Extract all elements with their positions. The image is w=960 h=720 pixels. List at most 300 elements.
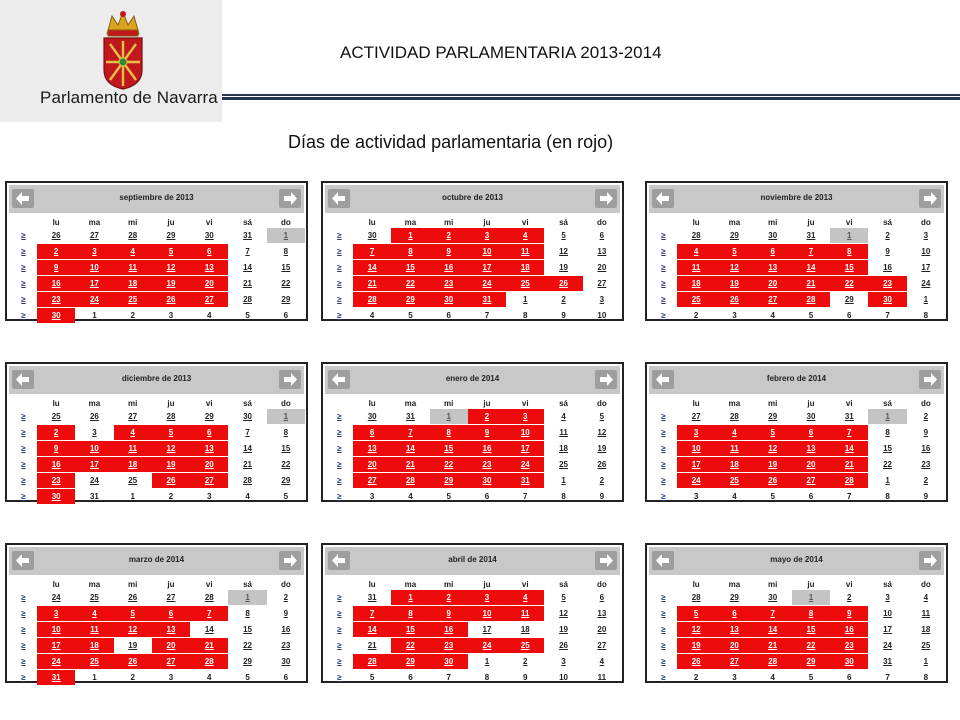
activity-day[interactable]: 10 [75, 441, 113, 457]
activity-day[interactable]: 26 [754, 473, 792, 489]
previous-month-button[interactable] [652, 189, 674, 208]
activity-day[interactable]: 14 [353, 622, 391, 638]
select-week-link[interactable]: ≥ [326, 622, 353, 638]
activity-day[interactable]: 23 [37, 292, 75, 308]
calendar-day[interactable]: 31 [228, 228, 266, 244]
calendar-day[interactable]: 26 [544, 638, 582, 654]
activity-day[interactable]: 16 [37, 457, 75, 473]
activity-day[interactable]: 7 [353, 606, 391, 622]
calendar-day[interactable]: 5 [391, 308, 429, 324]
calendar-day[interactable]: 2 [267, 590, 305, 606]
previous-month-button[interactable] [652, 551, 674, 570]
activity-day[interactable]: 28 [353, 292, 391, 308]
activity-day[interactable]: 14 [353, 260, 391, 276]
calendar-day[interactable]: 2 [114, 308, 152, 324]
calendar-day[interactable]: 6 [792, 489, 830, 505]
activity-day[interactable]: 7 [353, 244, 391, 260]
select-week-link[interactable]: ≥ [326, 638, 353, 654]
activity-day[interactable]: 9 [37, 441, 75, 457]
previous-month-button[interactable] [328, 189, 350, 208]
select-week-link[interactable]: ≥ [326, 276, 353, 292]
calendar-day[interactable]: 22 [267, 457, 305, 473]
activity-day[interactable]: 22 [830, 276, 868, 292]
activity-day[interactable]: 20 [715, 638, 753, 654]
calendar-day[interactable]: 30 [228, 409, 266, 425]
calendar-day[interactable]: 19 [114, 638, 152, 654]
activity-day[interactable]: 26 [152, 473, 190, 489]
activity-day[interactable]: 28 [792, 292, 830, 308]
activity-day[interactable]: 21 [792, 276, 830, 292]
calendar-day[interactable]: 3 [190, 489, 228, 505]
today-day[interactable]: 1 [267, 409, 305, 425]
activity-day[interactable]: 11 [114, 260, 152, 276]
calendar-day[interactable]: 24 [75, 473, 113, 489]
activity-day[interactable]: 27 [715, 654, 753, 670]
calendar-day[interactable]: 8 [868, 425, 906, 441]
activity-day[interactable]: 21 [353, 276, 391, 292]
activity-day[interactable]: 16 [430, 260, 468, 276]
calendar-day[interactable]: 26 [75, 409, 113, 425]
calendar-day[interactable]: 3 [544, 654, 582, 670]
calendar-day[interactable]: 20 [583, 260, 621, 276]
select-week-link[interactable]: ≥ [10, 457, 37, 473]
calendar-day[interactable]: 6 [830, 670, 868, 686]
calendar-day[interactable]: 7 [228, 244, 266, 260]
activity-day[interactable]: 13 [190, 260, 228, 276]
calendar-day[interactable]: 15 [868, 441, 906, 457]
calendar-day[interactable]: 14 [228, 260, 266, 276]
calendar-day[interactable]: 2 [868, 228, 906, 244]
activity-day[interactable]: 24 [37, 654, 75, 670]
activity-day[interactable]: 28 [830, 473, 868, 489]
calendar-day[interactable]: 9 [868, 244, 906, 260]
calendar-day[interactable]: 6 [830, 308, 868, 324]
activity-day[interactable]: 9 [830, 606, 868, 622]
calendar-day[interactable]: 9 [544, 308, 582, 324]
activity-day[interactable]: 3 [468, 228, 506, 244]
activity-day[interactable]: 9 [468, 425, 506, 441]
activity-day[interactable]: 29 [391, 654, 429, 670]
calendar-day[interactable]: 21 [353, 638, 391, 654]
calendar-day[interactable]: 29 [267, 473, 305, 489]
calendar-day[interactable]: 18 [544, 441, 582, 457]
calendar-day[interactable]: 26 [114, 590, 152, 606]
select-week-link[interactable]: ≥ [650, 276, 677, 292]
activity-day[interactable]: 13 [152, 622, 190, 638]
calendar-day[interactable]: 3 [583, 292, 621, 308]
previous-month-button[interactable] [328, 551, 350, 570]
select-week-link[interactable]: ≥ [10, 409, 37, 425]
calendar-day[interactable]: 8 [468, 670, 506, 686]
activity-day[interactable]: 6 [190, 425, 228, 441]
calendar-day[interactable]: 13 [583, 244, 621, 260]
activity-day[interactable]: 28 [190, 654, 228, 670]
calendar-day[interactable]: 23 [267, 638, 305, 654]
activity-day[interactable]: 23 [830, 638, 868, 654]
calendar-day[interactable]: 1 [907, 292, 945, 308]
calendar-day[interactable]: 13 [583, 606, 621, 622]
activity-day[interactable]: 12 [152, 260, 190, 276]
activity-day[interactable]: 5 [114, 606, 152, 622]
select-week-link[interactable]: ≥ [650, 489, 677, 505]
activity-day[interactable]: 18 [114, 457, 152, 473]
calendar-day[interactable]: 2 [544, 292, 582, 308]
calendar-day[interactable]: 1 [868, 473, 906, 489]
select-week-link[interactable]: ≥ [326, 441, 353, 457]
activity-day[interactable]: 25 [677, 292, 715, 308]
next-month-button[interactable] [919, 370, 941, 389]
calendar-day[interactable]: 5 [544, 228, 582, 244]
activity-day[interactable]: 4 [75, 606, 113, 622]
calendar-day[interactable]: 5 [228, 670, 266, 686]
activity-day[interactable]: 30 [468, 473, 506, 489]
calendar-day[interactable]: 6 [583, 228, 621, 244]
activity-day[interactable]: 6 [152, 606, 190, 622]
activity-day[interactable]: 27 [152, 654, 190, 670]
activity-day[interactable]: 7 [754, 606, 792, 622]
calendar-day[interactable]: 29 [715, 228, 753, 244]
calendar-day[interactable]: 29 [228, 654, 266, 670]
activity-day[interactable]: 30 [37, 308, 75, 324]
calendar-day[interactable]: 9 [506, 670, 544, 686]
calendar-day[interactable]: 31 [868, 654, 906, 670]
activity-day[interactable]: 3 [506, 409, 544, 425]
activity-day[interactable]: 25 [506, 276, 544, 292]
activity-day[interactable]: 24 [468, 638, 506, 654]
calendar-day[interactable]: 27 [114, 409, 152, 425]
activity-day[interactable]: 3 [677, 425, 715, 441]
activity-day[interactable]: 16 [830, 622, 868, 638]
activity-day[interactable]: 24 [506, 457, 544, 473]
activity-day[interactable]: 12 [715, 260, 753, 276]
activity-day[interactable]: 7 [792, 244, 830, 260]
calendar-day[interactable]: 25 [75, 590, 113, 606]
activity-day[interactable]: 23 [468, 457, 506, 473]
activity-day[interactable]: 6 [792, 425, 830, 441]
activity-day[interactable]: 20 [353, 457, 391, 473]
activity-day[interactable]: 23 [430, 638, 468, 654]
activity-day[interactable]: 14 [830, 441, 868, 457]
activity-day[interactable]: 24 [75, 292, 113, 308]
calendar-day[interactable]: 30 [353, 228, 391, 244]
today-day[interactable]: 1 [228, 590, 266, 606]
activity-day[interactable]: 10 [677, 441, 715, 457]
calendar-day[interactable]: 15 [228, 622, 266, 638]
activity-day[interactable]: 29 [391, 292, 429, 308]
activity-day[interactable]: 13 [754, 260, 792, 276]
activity-day[interactable]: 12 [754, 441, 792, 457]
activity-day[interactable]: 2 [430, 228, 468, 244]
calendar-day[interactable]: 28 [114, 228, 152, 244]
activity-day[interactable]: 2 [37, 425, 75, 441]
activity-day[interactable]: 17 [75, 276, 113, 292]
calendar-day[interactable]: 9 [907, 425, 945, 441]
select-week-link[interactable]: ≥ [326, 489, 353, 505]
calendar-day[interactable]: 9 [907, 489, 945, 505]
calendar-day[interactable]: 27 [583, 276, 621, 292]
select-week-link[interactable]: ≥ [326, 606, 353, 622]
activity-day[interactable]: 15 [391, 260, 429, 276]
activity-day[interactable]: 22 [792, 638, 830, 654]
previous-month-button[interactable] [12, 370, 34, 389]
select-week-link[interactable]: ≥ [326, 244, 353, 260]
calendar-day[interactable]: 11 [583, 670, 621, 686]
calendar-day[interactable]: 4 [190, 670, 228, 686]
calendar-day[interactable]: 1 [114, 489, 152, 505]
activity-day[interactable]: 11 [114, 441, 152, 457]
select-week-link[interactable]: ≥ [10, 441, 37, 457]
activity-day[interactable]: 14 [792, 260, 830, 276]
select-week-link[interactable]: ≥ [10, 308, 37, 324]
activity-day[interactable]: 25 [114, 292, 152, 308]
activity-day[interactable]: 17 [506, 441, 544, 457]
calendar-day[interactable]: 12 [544, 606, 582, 622]
activity-day[interactable]: 16 [468, 441, 506, 457]
calendar-day[interactable]: 8 [228, 606, 266, 622]
activity-day[interactable]: 23 [37, 473, 75, 489]
calendar-day[interactable]: 31 [391, 409, 429, 425]
calendar-day[interactable]: 6 [391, 670, 429, 686]
calendar-day[interactable]: 2 [506, 654, 544, 670]
calendar-day[interactable]: 2 [583, 473, 621, 489]
activity-day[interactable]: 22 [391, 638, 429, 654]
calendar-day[interactable]: 14 [228, 441, 266, 457]
activity-day[interactable]: 15 [391, 622, 429, 638]
activity-day[interactable]: 3 [37, 606, 75, 622]
today-day[interactable]: 1 [830, 228, 868, 244]
activity-day[interactable]: 11 [715, 441, 753, 457]
activity-day[interactable]: 27 [754, 292, 792, 308]
activity-day[interactable]: 7 [391, 425, 429, 441]
activity-day[interactable]: 30 [830, 654, 868, 670]
calendar-day[interactable]: 16 [267, 622, 305, 638]
select-week-link[interactable]: ≥ [10, 425, 37, 441]
activity-day[interactable]: 24 [677, 473, 715, 489]
calendar-day[interactable]: 1 [75, 308, 113, 324]
calendar-day[interactable]: 30 [267, 654, 305, 670]
select-week-link[interactable]: ≥ [650, 308, 677, 324]
activity-day[interactable]: 12 [114, 622, 152, 638]
activity-day[interactable]: 8 [391, 606, 429, 622]
calendar-day[interactable]: 30 [353, 409, 391, 425]
select-week-link[interactable]: ≥ [326, 670, 353, 686]
select-week-link[interactable]: ≥ [326, 292, 353, 308]
activity-day[interactable]: 2 [430, 590, 468, 606]
calendar-day[interactable]: 4 [391, 489, 429, 505]
calendar-day[interactable]: 27 [152, 590, 190, 606]
select-week-link[interactable]: ≥ [650, 590, 677, 606]
activity-day[interactable]: 27 [353, 473, 391, 489]
select-week-link[interactable]: ≥ [10, 638, 37, 654]
calendar-day[interactable]: 23 [907, 457, 945, 473]
calendar-day[interactable]: 5 [228, 308, 266, 324]
calendar-day[interactable]: 7 [868, 308, 906, 324]
activity-day[interactable]: 20 [190, 276, 228, 292]
calendar-day[interactable]: 11 [544, 425, 582, 441]
activity-day[interactable]: 2 [468, 409, 506, 425]
select-week-link[interactable]: ≥ [326, 409, 353, 425]
calendar-day[interactable]: 11 [907, 606, 945, 622]
activity-day[interactable]: 20 [190, 457, 228, 473]
today-day[interactable]: 1 [267, 228, 305, 244]
activity-day[interactable]: 17 [37, 638, 75, 654]
calendar-day[interactable]: 1 [468, 654, 506, 670]
select-week-link[interactable]: ≥ [650, 244, 677, 260]
calendar-day[interactable]: 24 [868, 638, 906, 654]
select-week-link[interactable]: ≥ [650, 441, 677, 457]
calendar-day[interactable]: 24 [37, 590, 75, 606]
activity-day[interactable]: 27 [792, 473, 830, 489]
activity-day[interactable]: 24 [468, 276, 506, 292]
calendar-day[interactable]: 10 [583, 308, 621, 324]
activity-day[interactable]: 20 [754, 276, 792, 292]
activity-day[interactable]: 26 [152, 292, 190, 308]
select-week-link[interactable]: ≥ [650, 670, 677, 686]
select-week-link[interactable]: ≥ [10, 654, 37, 670]
activity-day[interactable]: 3 [75, 244, 113, 260]
calendar-day[interactable]: 26 [583, 457, 621, 473]
activity-day[interactable]: 8 [792, 606, 830, 622]
calendar-day[interactable]: 8 [907, 308, 945, 324]
today-day[interactable]: 1 [430, 409, 468, 425]
calendar-day[interactable]: 31 [75, 489, 113, 505]
calendar-day[interactable]: 18 [506, 622, 544, 638]
calendar-day[interactable]: 8 [907, 670, 945, 686]
select-week-link[interactable]: ≥ [326, 473, 353, 489]
activity-day[interactable]: 15 [430, 441, 468, 457]
activity-day[interactable]: 30 [430, 292, 468, 308]
previous-month-button[interactable] [652, 370, 674, 389]
activity-day[interactable]: 19 [754, 457, 792, 473]
activity-day[interactable]: 17 [468, 260, 506, 276]
calendar-day[interactable]: 4 [715, 489, 753, 505]
calendar-day[interactable]: 12 [544, 244, 582, 260]
select-week-link[interactable]: ≥ [10, 622, 37, 638]
activity-day[interactable]: 14 [754, 622, 792, 638]
select-week-link[interactable]: ≥ [10, 670, 37, 686]
activity-day[interactable]: 10 [37, 622, 75, 638]
calendar-day[interactable]: 25 [114, 473, 152, 489]
activity-day[interactable]: 23 [868, 276, 906, 292]
activity-day[interactable]: 21 [190, 638, 228, 654]
select-week-link[interactable]: ≥ [326, 308, 353, 324]
activity-day[interactable]: 19 [715, 276, 753, 292]
calendar-day[interactable]: 1 [544, 473, 582, 489]
activity-day[interactable]: 25 [506, 638, 544, 654]
activity-day[interactable]: 23 [430, 276, 468, 292]
calendar-day[interactable]: 7 [468, 308, 506, 324]
activity-day[interactable]: 19 [677, 638, 715, 654]
activity-day[interactable]: 13 [190, 441, 228, 457]
activity-day[interactable]: 1 [391, 228, 429, 244]
select-week-link[interactable]: ≥ [326, 228, 353, 244]
calendar-day[interactable]: 20 [583, 622, 621, 638]
select-week-link[interactable]: ≥ [650, 606, 677, 622]
calendar-day[interactable]: 22 [868, 457, 906, 473]
calendar-day[interactable]: 19 [583, 441, 621, 457]
activity-day[interactable]: 4 [677, 244, 715, 260]
calendar-day[interactable]: 16 [868, 260, 906, 276]
select-week-link[interactable]: ≥ [650, 409, 677, 425]
calendar-day[interactable]: 4 [754, 308, 792, 324]
calendar-day[interactable]: 30 [792, 409, 830, 425]
select-week-link[interactable]: ≥ [326, 457, 353, 473]
calendar-day[interactable]: 10 [544, 670, 582, 686]
calendar-day[interactable]: 17 [868, 622, 906, 638]
calendar-day[interactable]: 8 [506, 308, 544, 324]
calendar-day[interactable]: 6 [468, 489, 506, 505]
calendar-day[interactable]: 5 [544, 590, 582, 606]
calendar-day[interactable]: 17 [907, 260, 945, 276]
next-month-button[interactable] [919, 551, 941, 570]
activity-day[interactable]: 10 [468, 606, 506, 622]
calendar-day[interactable]: 27 [75, 228, 113, 244]
next-month-button[interactable] [595, 189, 617, 208]
calendar-day[interactable]: 8 [544, 489, 582, 505]
calendar-day[interactable]: 7 [506, 489, 544, 505]
calendar-day[interactable]: 21 [228, 457, 266, 473]
activity-day[interactable]: 20 [792, 457, 830, 473]
calendar-day[interactable]: 10 [868, 606, 906, 622]
calendar-day[interactable]: 7 [868, 670, 906, 686]
select-week-link[interactable]: ≥ [10, 292, 37, 308]
calendar-day[interactable]: 5 [792, 670, 830, 686]
calendar-day[interactable]: 15 [267, 441, 305, 457]
calendar-day[interactable]: 2 [152, 489, 190, 505]
activity-day[interactable]: 9 [430, 606, 468, 622]
calendar-day[interactable]: 1 [506, 292, 544, 308]
select-week-link[interactable]: ≥ [650, 473, 677, 489]
select-week-link[interactable]: ≥ [650, 260, 677, 276]
activity-day[interactable]: 11 [75, 622, 113, 638]
activity-day[interactable]: 15 [830, 260, 868, 276]
activity-day[interactable]: 31 [37, 670, 75, 686]
calendar-day[interactable]: 2 [677, 308, 715, 324]
activity-day[interactable]: 25 [715, 473, 753, 489]
calendar-day[interactable]: 24 [907, 276, 945, 292]
next-month-button[interactable] [595, 551, 617, 570]
activity-day[interactable]: 16 [430, 622, 468, 638]
activity-day[interactable]: 31 [468, 292, 506, 308]
select-week-link[interactable]: ≥ [650, 654, 677, 670]
activity-day[interactable]: 30 [430, 654, 468, 670]
activity-day[interactable]: 17 [75, 457, 113, 473]
activity-day[interactable]: 10 [506, 425, 544, 441]
calendar-day[interactable]: 4 [228, 489, 266, 505]
activity-day[interactable]: 4 [715, 425, 753, 441]
select-week-link[interactable]: ≥ [326, 260, 353, 276]
activity-day[interactable]: 29 [792, 654, 830, 670]
calendar-day[interactable]: 22 [228, 638, 266, 654]
calendar-day[interactable]: 5 [353, 670, 391, 686]
activity-day[interactable]: 12 [152, 441, 190, 457]
calendar-day[interactable]: 29 [190, 409, 228, 425]
activity-day[interactable]: 11 [506, 244, 544, 260]
activity-day[interactable]: 18 [506, 260, 544, 276]
activity-day[interactable]: 14 [391, 441, 429, 457]
calendar-day[interactable]: 7 [430, 670, 468, 686]
calendar-day[interactable]: 3 [868, 590, 906, 606]
calendar-day[interactable]: 28 [715, 409, 753, 425]
activity-day[interactable]: 7 [830, 425, 868, 441]
calendar-day[interactable]: 28 [228, 473, 266, 489]
activity-day[interactable]: 7 [190, 606, 228, 622]
calendar-day[interactable]: 28 [677, 228, 715, 244]
calendar-day[interactable]: 9 [267, 606, 305, 622]
select-week-link[interactable]: ≥ [650, 228, 677, 244]
calendar-day[interactable]: 4 [353, 308, 391, 324]
activity-day[interactable]: 4 [114, 425, 152, 441]
